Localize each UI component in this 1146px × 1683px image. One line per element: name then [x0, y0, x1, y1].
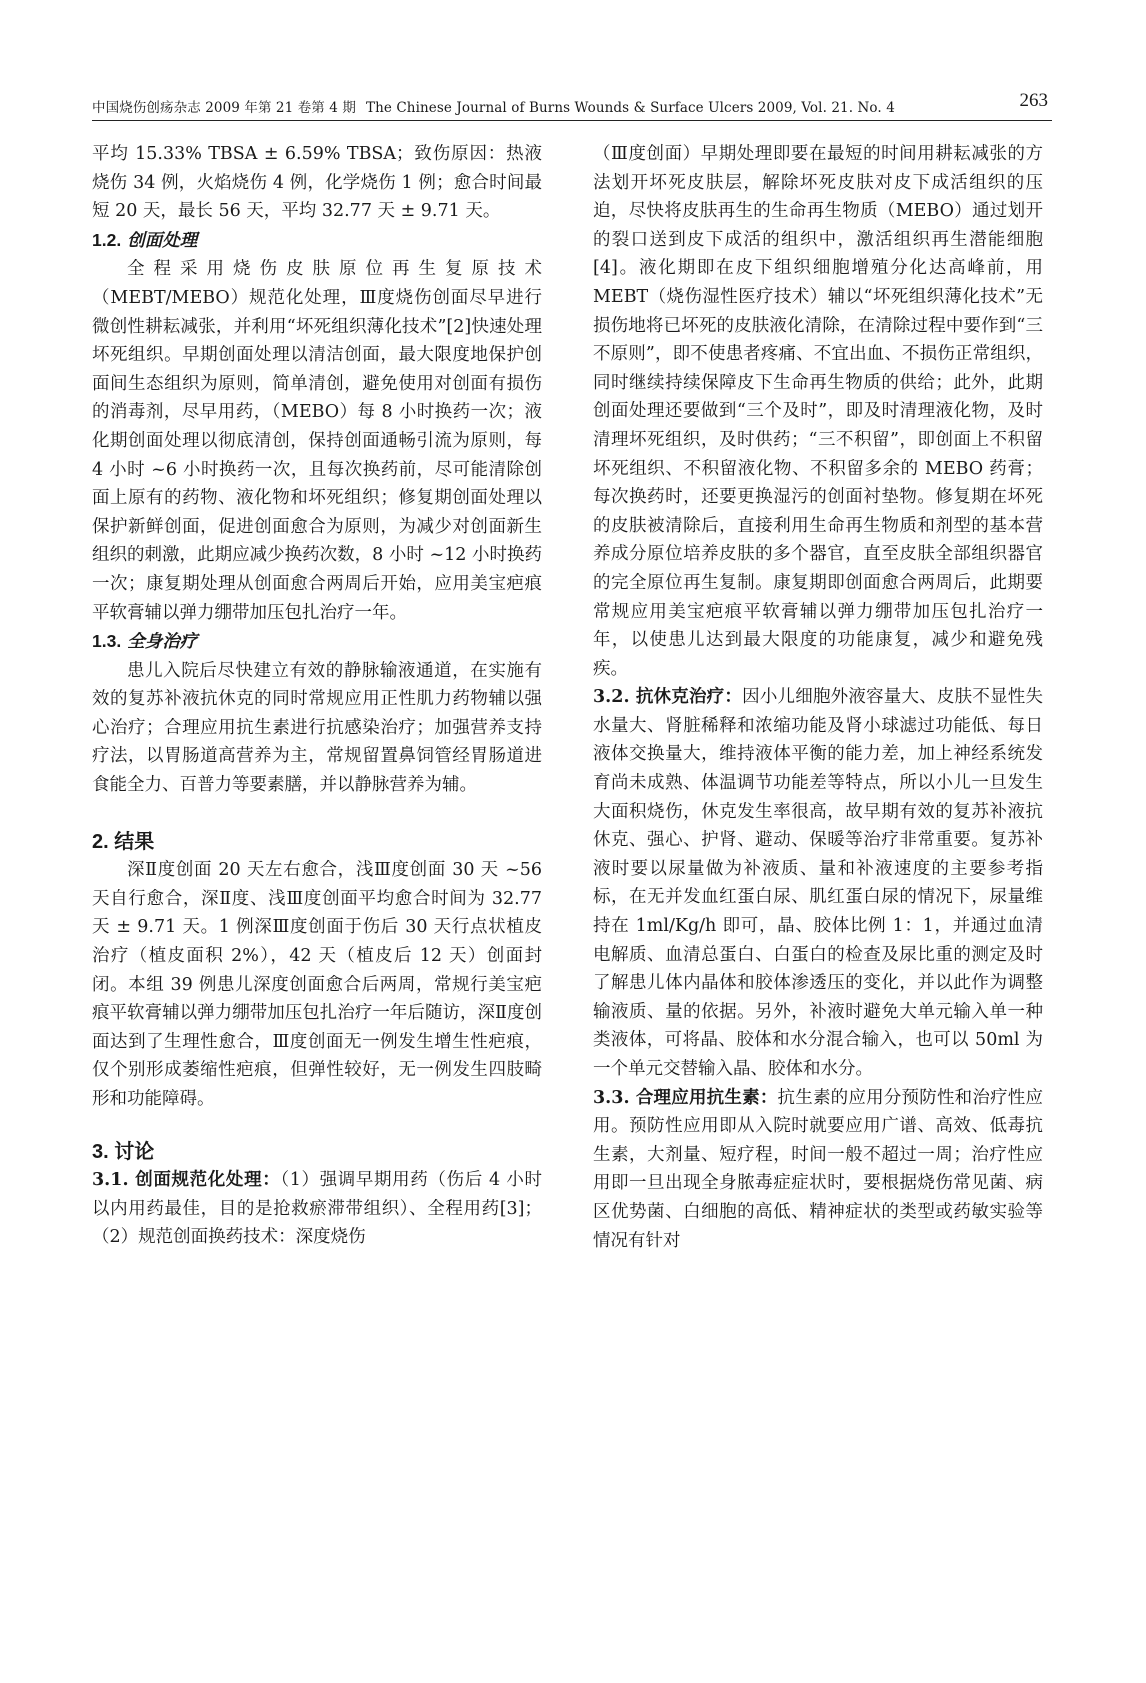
section-title: 创面处理 — [127, 230, 198, 251]
paragraph-systemic-treatment: 患儿入院后尽快建立有效的静脉输液通道，在实施有效的复苏补液抗休克的同时常规应用正性肌力药物辅以强心治疗；合理应用抗生素进行抗感染治疗；加强营养支持疗法，以胃肠道高营养为主，常规留置鼻饲管经胃肠道进食能全力、百普力等要素膳，并以静脉营养为辅。 — [92, 660, 542, 796]
journal-title-cn: 中国烧伤创疡杂志 2009 年第 21 卷第 4 期 — [92, 100, 356, 116]
section-title: 结果 — [114, 830, 155, 853]
section-gap — [92, 800, 542, 828]
subsection-heading-3-2: 3.2. 抗休克治疗： — [593, 687, 743, 708]
section-number: 1.2. — [92, 229, 122, 250]
paragraph-text: （1）强调早期用药（伤后 4 小时以内用药最佳，目的是抢救瘀滞带组织）、全程用药[3]；（2）规范创面换药技术：深度烧伤 — [92, 1170, 542, 1248]
section-gap — [92, 1114, 542, 1138]
section-title: 讨论 — [114, 1140, 155, 1163]
section-heading-1-2 — [92, 226, 542, 256]
paragraph-text: 因小儿细胞外液容量大、皮肤不显性失水量大、肾脏稀释和浓缩功能及肾小球滤过功能低、每日液体交换量大，维持液体平衡的能力差，加上神经系统发育尚未成熟、体温调节功能差等特点，所以小儿一旦发生大面积烧伤，休克发生率很高，故早期有效的复苏补液抗休克、强心、护肾、避动、保暖等治疗非常重要。复苏补液时要以尿量做为补液质、量和补液速度的主要参考指标，在无并发血红蛋白尿、肌红蛋白尿的情况下，尿量维持在 1ml/Kg/h 即可，晶、胶体比例 1：1，并通过血清电解质、血清总蛋白、白蛋白的检查及尿比重的测定及时了解患儿体内晶体和胶体渗透压的变化，并以此作为调整输液质、量的依据。另外，补液时避免大单元输入单一种类液体，可将晶、胶体和水分混合输入，也可以 50ml 为一个单元交替输入晶、胶体和水分。 — [593, 687, 1043, 1079]
paragraph-discussion-3-1 — [92, 1166, 542, 1252]
section-heading-1-3 — [92, 627, 542, 657]
subsection-heading-3-1: 3.1. 创面规范化处理： — [92, 1170, 281, 1191]
paragraph-text: 抗生素的应用分预防性和治疗性应用。预防性应用即从入院时就要应用广谱、高效、低毒抗生素，大剂量、短疗程，时间一般不超过一周；治疗性应用即一旦出现全身脓毒症症状时，要根据烧伤常见菌、病区优势菌、白细胞的高低、精神症状的类型或药敏实验等情况有针对 — [593, 1087, 1044, 1251]
page-number: 263 — [1019, 90, 1048, 111]
section-number: 1.3. — [92, 631, 122, 652]
right-column — [593, 140, 1043, 1255]
paragraph-wound-treatment: 全程采用烧伤皮肤原位再生复原技术（MEBT/MEBO）规范化处理，Ⅲ度烧伤创面尽早进行微创性耕耘减张，并利用“坏死组织薄化技术”[2]快速处理坏死组织。早期创面处理以清洁创面，最大限度地保护创面间生态组织为原则，简单清创，避免使用对创面有损伤的消毒剂，尽早用药，（MEBO）每 8 小时换药一次；液化期创面处理以彻底清创，保持创面通畅引流为原则，每 4 小时 ~6 小时换药一次，且每次换药前，尽可能清除创面上原有的药物、液化物和坏死组织；修复期创面处理以保护新鲜创面，促进创面愈合为原则，为减少对创面新生组织的刺激，此期应减少换药次数，8 小时 ~12 小时换药一次；康复期处理从创面愈合两周后开始，应用美宝疤痕平软膏辅以弹力绷带加压包扎治疗一年。 — [92, 259, 542, 623]
section-number: 2. — [92, 830, 109, 853]
paragraph-results: 深Ⅱ度创面 20 天左右愈合，浅Ⅲ度创面 30 天 ~56 天自行愈合，深Ⅱ度、浅Ⅲ度创面平均愈合时间为 32.77 天 ± 9.71 天。1 例深Ⅲ度创面于伤后 30 天行点状植皮治疗（植皮面积 2%），42 天（植皮后 12 天）创面封闭。本组 39 例患儿深度创面愈合后两周，常规行美宝疤痕平软膏辅以弹力绷带加压包扎治疗一年后随访，深Ⅱ度创面达到了生理性愈合，Ⅲ度创面无一例发生增生性疤痕，仅个别形成萎缩性疤痕，但弹性较好，无一例发生四肢畸形和功能障碍。 — [92, 860, 542, 1109]
paragraph-patients-summary: 平均 15.33% TBSA ± 6.59% TBSA；致伤原因：热液烧伤 34 例，火焰烧伤 4 例，化学烧伤 1 例；愈合时间最短 20 天，最长 56 天，平均 32.77 天 ± 9.71 天。 — [92, 144, 542, 222]
section-heading-2 — [92, 828, 542, 857]
paragraph-anti-shock — [593, 683, 1043, 1083]
paragraph-wound-phases: （Ⅲ度创面）早期处理即要在最短的时间用耕耘减张的方法划开坏死皮肤层，解除坏死皮肤对皮下成活组织的压迫，尽快将皮肤再生的生命再生物质（MEBO）通过划开的裂口送到皮下成活的组织中，激活组织再生潜能细胞[4]。液化期即在皮下组织细胞增殖分化达高峰前，用 MEBT（烧伤湿性医疗技术）辅以“坏死组织薄化技术”无损伤地将已坏死的皮肤液化清除，在清除过程中要作到“三不原则”，即不使患者疼痛、不宜出血、不损伤正常组织，同时继续持续保障皮下生命再生物质的供给；此外，此期创面处理还要做到“三个及时”，即及时清理液化物，及时清理坏死组织，及时供药；“三不积留”，即创面上不积留坏死组织、不积留液化物、不积留多余的 MEBO 药膏；每次换药时，还要更换湿污的创面衬垫物。修复期在坏死的皮肤被清除后，直接利用生命再生物质和剂型的基本营养成分原位培养皮肤的多个器官，直至皮肤全部组织器官的完全原位再生复制。康复期即创面愈合两周后，此期要常规应用美宝疤痕平软膏辅以弹力绷带加压包扎治疗一年，以使患儿达到最大限度的功能康复，减少和避免残疾。 — [593, 144, 1043, 679]
subsection-heading-3-3: 3.3. 合理应用抗生素： — [593, 1087, 778, 1108]
running-header — [92, 90, 1052, 121]
section-title: 全身治疗 — [127, 632, 198, 653]
left-column — [92, 140, 542, 1252]
section-number: 3. — [92, 1140, 109, 1163]
journal-title-en: The Chinese Journal of Burns Wounds & Surface Ulcers 2009, Vol. 21. No. 4 — [365, 100, 895, 116]
section-heading-3 — [92, 1138, 542, 1167]
paragraph-antibiotics — [593, 1084, 1043, 1256]
journal-running-title — [92, 96, 895, 116]
